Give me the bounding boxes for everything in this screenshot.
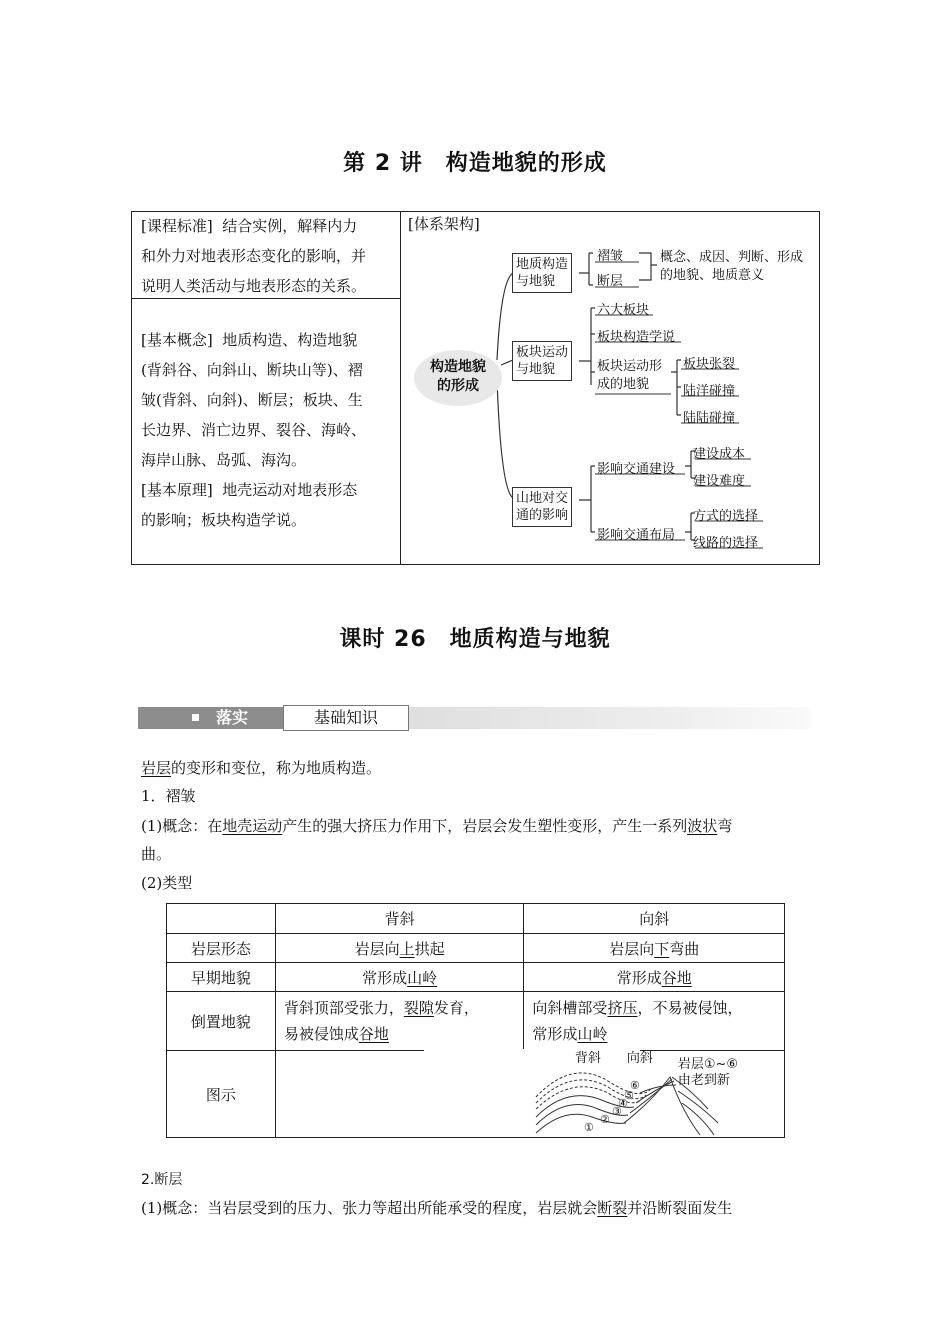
layer-label: ②	[599, 1113, 610, 1126]
mindmap-branch-plate: 板块运动 与地貌	[512, 341, 572, 381]
course-standard: [课程标准] 结合实例，解释内力 和外力对地表形态变化的影响，并 说明人类活动与地表形态的关系。	[141, 217, 367, 295]
table-row: 图示 ① ② ③ ④ ⑤ ⑥ 背斜 向斜 岩层①~⑥ 由老到新	[167, 1051, 785, 1138]
mindmap-ocean-continent: 陆洋碰撞	[683, 384, 736, 399]
fold-diagram-cell	[275, 1051, 784, 1138]
mindmap-plate-theory: 板块构造学说	[597, 330, 676, 345]
heading-fault: 2.断层	[141, 1172, 183, 1188]
diagram-note: 岩层①~⑥ 由老到新	[677, 1057, 739, 1088]
mindmap-route-choice: 线路的选择	[693, 536, 759, 551]
bullet-icon	[192, 714, 199, 721]
col-anticline: 背斜	[275, 904, 524, 934]
banner-left: 落实	[216, 708, 249, 727]
basic-principle: [基本原理] 地壳运动对地表形态	[141, 481, 358, 499]
col-syncline: 向斜	[524, 904, 785, 934]
fold-type-heading: (2)类型	[141, 874, 193, 892]
layer-label: ⑥	[629, 1079, 640, 1092]
mindmap-cost: 建设成本	[693, 447, 746, 462]
mindmap-branch-mountain: 山地对交 通的影响	[512, 487, 572, 527]
banner-right: 基础知识	[283, 705, 409, 731]
mindmap-fold: 褶皱	[597, 249, 624, 264]
heading-fold: 1．褶皱	[141, 787, 196, 805]
intro-paragraph: 岩层的变形和变位，称为地质构造。	[141, 759, 382, 777]
diagram-syncline-label: 向斜	[626, 1051, 653, 1066]
diagram-anticline-label: 背斜	[574, 1051, 601, 1066]
mindmap-transport-construction: 影响交通建设	[597, 462, 676, 477]
fold-table	[166, 903, 785, 1138]
lecture-title: 第 2 讲 构造地貌的形成	[343, 151, 607, 176]
mindmap-fault: 断层	[597, 274, 624, 289]
mindmap-continent-continent: 陆陆碰撞	[683, 411, 736, 426]
table-row	[167, 904, 785, 934]
mindmap-difficulty: 建设难度	[693, 474, 746, 489]
layer-label: ④	[617, 1097, 628, 1110]
mindmap-mode-choice: 方式的选择	[693, 509, 759, 524]
lesson-title: 课时 26 地质构造与地貌	[339, 627, 611, 652]
mindmap-center: 构造地貌 的形成	[414, 350, 502, 406]
mindmap-fold-fault-desc: 概念、成因、判断、形成 的地貌、地质意义	[660, 250, 804, 283]
mindmap-plate-landforms: 板块运动形 成的地貌	[597, 359, 663, 392]
fold-concept: (1)概念：在地壳运动产生的强大挤压力作用下，岩层会发生塑性变形，产生一系列波状弯	[141, 817, 733, 835]
basic-concepts: [基本概念] 地质构造、构造地貌 (背斜谷、向斜山、断块山等)、褶 皱(背斜、向斜)、断层；板块、生 长边界、消亡边界、裂谷、海岭、 海岸山脉、岛弧、海沟。 [基本原理] 地壳运动对地表形态 的影响；板块构造学说。	[141, 325, 396, 535]
mindmap-rift: 板块张裂	[683, 357, 736, 372]
layer-label: ⑤	[623, 1089, 634, 1102]
table-row: 早期地貌 常形成山岭 常形成谷地	[167, 963, 785, 992]
mindmap-branch-geology: 地质构造 与地貌	[512, 253, 572, 293]
framework-tag: [体系架构]	[408, 215, 480, 233]
fold-concept-cont: 曲。	[141, 845, 172, 863]
section-banner	[138, 704, 811, 731]
table-row: 岩层形态 岩层向上拱起 岩层向下弯曲	[167, 934, 785, 963]
mindmap-transport-layout: 影响交通布局	[597, 528, 676, 543]
table-row: 倒置地貌 背斜顶部受张力，裂隙发育， 易被侵蚀成谷地 向斜槽部受挤压，不易被侵蚀， 常形成山岭	[167, 992, 785, 1051]
fault-concept: (1)概念：当岩层受到的压力、张力等超出所能承受的程度，岩层就会断裂并沿断裂面发生	[141, 1199, 733, 1217]
layer-label: ①	[583, 1121, 594, 1134]
layer-label: ③	[611, 1105, 622, 1118]
mindmap-six-plates: 六大板块	[597, 303, 650, 318]
